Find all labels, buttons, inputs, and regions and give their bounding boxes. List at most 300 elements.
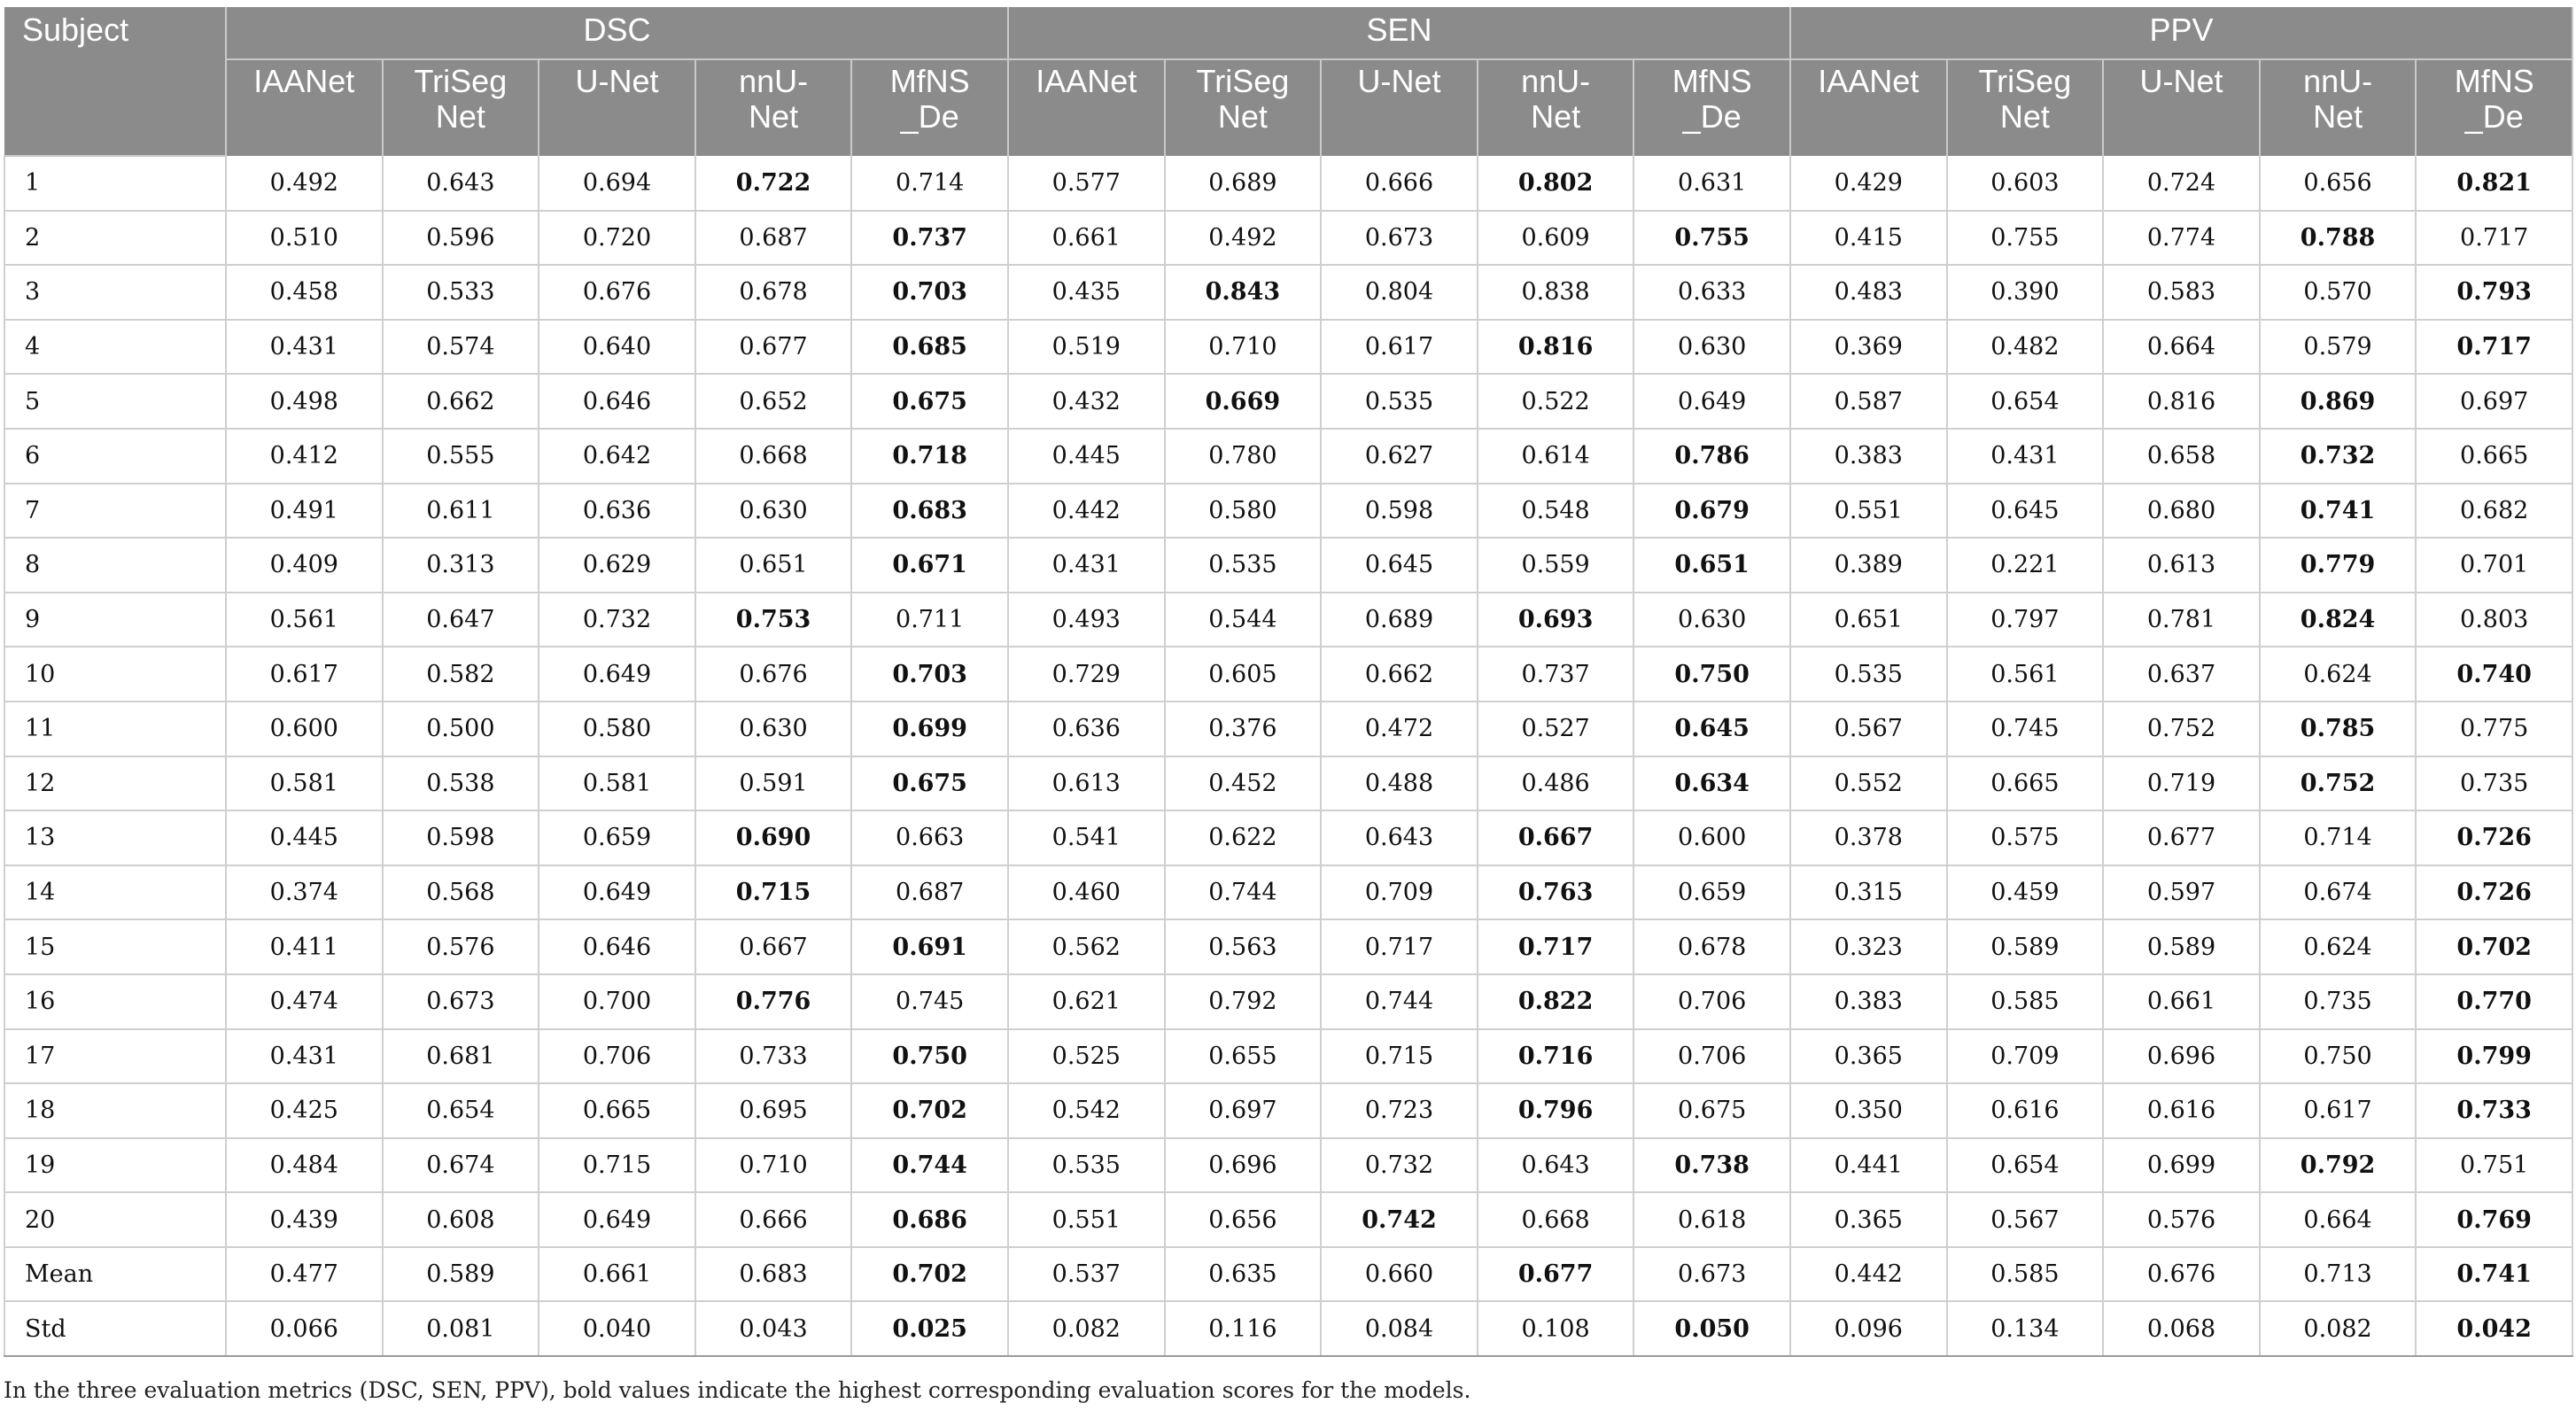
score-cell: 0.576: [383, 919, 539, 974]
score-cell: 0.598: [1321, 484, 1478, 539]
score-cell: 0.673: [1633, 1247, 1790, 1302]
score-cell: 0.662: [1321, 647, 1478, 702]
score-cell: 0.668: [1478, 1192, 1634, 1247]
score-cell: 0.577: [1008, 156, 1165, 211]
score-cell: 0.816: [2103, 374, 2260, 429]
model-column-header: MfNS _De: [2416, 59, 2572, 156]
score-cell: 0.618: [1633, 1192, 1790, 1247]
score-cell: 0.711: [851, 593, 1008, 647]
score-cell: 0.732: [539, 593, 695, 647]
score-cell: 0.654: [1947, 374, 2104, 429]
score-cell: 0.637: [2103, 647, 2260, 702]
score-cell: 0.415: [1790, 211, 1947, 266]
score-cell: 0.442: [1008, 484, 1165, 539]
table-row: [4, 156, 2572, 211]
score-cell: 0.587: [1790, 374, 1947, 429]
score-cell: 0.724: [2103, 156, 2260, 211]
score-cell: 0.082: [1008, 1301, 1165, 1356]
score-cell: 0.535: [1008, 1138, 1165, 1193]
score-cell: 0.769: [2416, 1192, 2572, 1247]
table-body: [4, 156, 2572, 1356]
score-cell: 0.580: [1165, 484, 1322, 539]
score-cell: 0.622: [1165, 810, 1322, 865]
table-row: [4, 1247, 2572, 1302]
score-cell: 0.617: [1321, 320, 1478, 375]
score-cell: 0.776: [695, 974, 852, 1029]
score-cell: 0.674: [383, 1138, 539, 1193]
score-cell: 0.583: [2103, 265, 2260, 320]
subject-cell: 13: [4, 810, 226, 865]
score-cell: 0.770: [2416, 974, 2572, 1029]
score-cell: 0.647: [383, 593, 539, 647]
table-row: [4, 1083, 2572, 1138]
table-row: [4, 211, 2572, 266]
score-cell: 0.715: [1321, 1029, 1478, 1084]
score-cell: 0.737: [851, 211, 1008, 266]
score-cell: 0.693: [1478, 593, 1634, 647]
score-cell: 0.663: [851, 810, 1008, 865]
score-cell: 0.429: [1790, 156, 1947, 211]
score-cell: 0.737: [1478, 647, 1634, 702]
table-row: [4, 484, 2572, 539]
table-row: [4, 593, 2572, 647]
model-column-header: nnU- Net: [1478, 59, 1634, 156]
score-cell: 0.683: [851, 484, 1008, 539]
table-row: [4, 320, 2572, 375]
score-cell: 0.630: [695, 702, 852, 756]
score-cell: 0.482: [1947, 320, 2104, 375]
score-cell: 0.659: [539, 810, 695, 865]
score-cell: 0.750: [2260, 1029, 2417, 1084]
score-cell: 0.744: [1321, 974, 1478, 1029]
score-cell: 0.745: [851, 974, 1008, 1029]
score-cell: 0.570: [2260, 265, 2417, 320]
score-cell: 0.661: [2103, 974, 2260, 1029]
score-cell: 0.548: [1478, 484, 1634, 539]
subject-cell: 17: [4, 1029, 226, 1084]
score-cell: 0.412: [226, 429, 383, 484]
model-column-header: U-Net: [2103, 59, 2260, 156]
score-cell: 0.585: [1947, 974, 2104, 1029]
table-row: [4, 1301, 2572, 1356]
model-column-header: IAANet: [226, 59, 383, 156]
score-cell: 0.671: [851, 538, 1008, 593]
subject-cell: 1: [4, 156, 226, 211]
score-cell: 0.492: [1165, 211, 1322, 266]
score-cell: 0.710: [695, 1138, 852, 1193]
score-cell: 0.374: [226, 865, 383, 920]
score-cell: 0.703: [851, 647, 1008, 702]
score-cell: 0.624: [2260, 919, 2417, 974]
score-cell: 0.792: [1165, 974, 1322, 1029]
score-cell: 0.690: [695, 810, 852, 865]
score-cell: 0.597: [2103, 865, 2260, 920]
score-cell: 0.775: [2416, 702, 2572, 756]
score-cell: 0.661: [539, 1247, 695, 1302]
score-cell: 0.411: [226, 919, 383, 974]
score-cell: 0.627: [1321, 429, 1478, 484]
score-cell: 0.425: [226, 1083, 383, 1138]
score-cell: 0.439: [226, 1192, 383, 1247]
score-cell: 0.084: [1321, 1301, 1478, 1356]
score-cell: 0.869: [2260, 374, 2417, 429]
score-cell: 0.729: [1008, 647, 1165, 702]
score-cell: 0.040: [539, 1301, 695, 1356]
score-cell: 0.600: [226, 702, 383, 756]
subject-cell: 2: [4, 211, 226, 266]
score-cell: 0.675: [1633, 1083, 1790, 1138]
results-table: [4, 7, 2573, 1357]
score-cell: 0.673: [383, 974, 539, 1029]
score-cell: 0.551: [1008, 1192, 1165, 1247]
score-cell: 0.376: [1165, 702, 1322, 756]
score-cell: 0.630: [1633, 593, 1790, 647]
score-cell: 0.579: [2260, 320, 2417, 375]
model-column-header: nnU- Net: [2260, 59, 2417, 156]
score-cell: 0.779: [2260, 538, 2417, 593]
score-cell: 0.741: [2260, 484, 2417, 539]
score-cell: 0.383: [1790, 974, 1947, 1029]
score-cell: 0.732: [1321, 1138, 1478, 1193]
subject-cell: 7: [4, 484, 226, 539]
table-row: [4, 265, 2572, 320]
score-cell: 0.706: [1633, 974, 1790, 1029]
score-cell: 0.581: [539, 756, 695, 811]
score-cell: 0.751: [2416, 1138, 2572, 1193]
score-cell: 0.561: [1947, 647, 2104, 702]
score-cell: 0.563: [1165, 919, 1322, 974]
score-cell: 0.678: [695, 265, 852, 320]
score-cell: 0.723: [1321, 1083, 1478, 1138]
score-cell: 0.603: [1947, 156, 2104, 211]
score-cell: 0.742: [1321, 1192, 1478, 1247]
subject-cell: 12: [4, 756, 226, 811]
score-cell: 0.785: [2260, 702, 2417, 756]
score-cell: 0.666: [695, 1192, 852, 1247]
model-column-header: IAANet: [1790, 59, 1947, 156]
score-cell: 0.685: [851, 320, 1008, 375]
score-cell: 0.567: [1790, 702, 1947, 756]
score-cell: 0.483: [1790, 265, 1947, 320]
score-cell: 0.561: [226, 593, 383, 647]
score-cell: 0.755: [1633, 211, 1790, 266]
score-cell: 0.664: [2103, 320, 2260, 375]
score-cell: 0.486: [1478, 756, 1634, 811]
subject-column-header: Subject: [4, 7, 226, 156]
subject-cell: 4: [4, 320, 226, 375]
score-cell: 0.799: [2416, 1029, 2572, 1084]
score-cell: 0.538: [383, 756, 539, 811]
score-cell: 0.431: [226, 320, 383, 375]
score-cell: 0.108: [1478, 1301, 1634, 1356]
score-cell: 0.655: [1165, 1029, 1322, 1084]
score-cell: 0.645: [1321, 538, 1478, 593]
score-cell: 0.687: [695, 211, 852, 266]
score-cell: 0.656: [1165, 1192, 1322, 1247]
score-cell: 0.706: [539, 1029, 695, 1084]
score-cell: 0.527: [1478, 702, 1634, 756]
score-cell: 0.752: [2260, 756, 2417, 811]
score-cell: 0.689: [1165, 156, 1322, 211]
score-cell: 0.676: [695, 647, 852, 702]
score-cell: 0.677: [695, 320, 852, 375]
score-cell: 0.659: [1633, 865, 1790, 920]
score-cell: 0.667: [695, 919, 852, 974]
score-cell: 0.646: [539, 919, 695, 974]
score-cell: 0.797: [1947, 593, 2104, 647]
score-cell: 0.738: [1633, 1138, 1790, 1193]
score-cell: 0.541: [1008, 810, 1165, 865]
score-cell: 0.695: [695, 1083, 852, 1138]
score-cell: 0.649: [1633, 374, 1790, 429]
table-row: [4, 647, 2572, 702]
score-cell: 0.488: [1321, 756, 1478, 811]
score-cell: 0.702: [851, 1247, 1008, 1302]
score-cell: 0.551: [1790, 484, 1947, 539]
score-cell: 0.681: [383, 1029, 539, 1084]
score-cell: 0.522: [1478, 374, 1634, 429]
score-cell: 0.621: [1008, 974, 1165, 1029]
score-cell: 0.741: [2416, 1247, 2572, 1302]
score-cell: 0.580: [539, 702, 695, 756]
subject-cell: 6: [4, 429, 226, 484]
score-cell: 0.821: [2416, 156, 2572, 211]
score-cell: 0.068: [2103, 1301, 2260, 1356]
score-cell: 0.432: [1008, 374, 1165, 429]
table-row: [4, 1138, 2572, 1193]
table-row: [4, 374, 2572, 429]
subject-cell: 16: [4, 974, 226, 1029]
score-cell: 0.042: [2416, 1301, 2572, 1356]
score-cell: 0.654: [1947, 1138, 2104, 1193]
subject-cell: 9: [4, 593, 226, 647]
score-cell: 0.675: [851, 374, 1008, 429]
subject-cell: 14: [4, 865, 226, 920]
score-cell: 0.822: [1478, 974, 1634, 1029]
score-cell: 0.666: [1321, 156, 1478, 211]
score-cell: 0.678: [1633, 919, 1790, 974]
score-cell: 0.608: [383, 1192, 539, 1247]
score-cell: 0.441: [1790, 1138, 1947, 1193]
score-cell: 0.642: [539, 429, 695, 484]
score-cell: 0.460: [1008, 865, 1165, 920]
model-column-header: U-Net: [1321, 59, 1478, 156]
score-cell: 0.582: [383, 647, 539, 702]
table-row: [4, 429, 2572, 484]
score-cell: 0.733: [695, 1029, 852, 1084]
score-cell: 0.658: [2103, 429, 2260, 484]
subject-cell: 5: [4, 374, 226, 429]
score-cell: 0.804: [1321, 265, 1478, 320]
score-cell: 0.519: [1008, 320, 1165, 375]
score-cell: 0.431: [1008, 538, 1165, 593]
score-cell: 0.634: [1633, 756, 1790, 811]
score-cell: 0.792: [2260, 1138, 2417, 1193]
score-cell: 0.667: [1478, 810, 1634, 865]
score-cell: 0.082: [2260, 1301, 2417, 1356]
score-cell: 0.445: [1008, 429, 1165, 484]
score-cell: 0.575: [1947, 810, 2104, 865]
score-cell: 0.687: [851, 865, 1008, 920]
score-cell: 0.669: [1165, 374, 1322, 429]
score-cell: 0.735: [2416, 756, 2572, 811]
score-cell: 0.652: [695, 374, 852, 429]
score-cell: 0.709: [1321, 865, 1478, 920]
score-cell: 0.635: [1165, 1247, 1322, 1302]
score-cell: 0.714: [2260, 810, 2417, 865]
subject-cell: 3: [4, 265, 226, 320]
score-cell: 0.732: [2260, 429, 2417, 484]
score-cell: 0.717: [1321, 919, 1478, 974]
model-column-header: TriSeg Net: [383, 59, 539, 156]
score-cell: 0.537: [1008, 1247, 1165, 1302]
model-column-header: nnU- Net: [695, 59, 852, 156]
score-cell: 0.600: [1633, 810, 1790, 865]
score-cell: 0.315: [1790, 865, 1947, 920]
score-cell: 0.598: [383, 810, 539, 865]
score-cell: 0.674: [2260, 865, 2417, 920]
score-cell: 0.694: [539, 156, 695, 211]
score-cell: 0.744: [851, 1138, 1008, 1193]
score-cell: 0.733: [2416, 1083, 2572, 1138]
score-cell: 0.477: [226, 1247, 383, 1302]
score-cell: 0.710: [1165, 320, 1322, 375]
score-cell: 0.702: [851, 1083, 1008, 1138]
score-cell: 0.614: [1478, 429, 1634, 484]
score-cell: 0.715: [695, 865, 852, 920]
score-cell: 0.649: [539, 647, 695, 702]
score-cell: 0.533: [383, 265, 539, 320]
score-cell: 0.726: [2416, 865, 2572, 920]
score-cell: 0.645: [1633, 702, 1790, 756]
score-cell: 0.654: [383, 1083, 539, 1138]
score-cell: 0.643: [383, 156, 539, 211]
score-cell: 0.409: [226, 538, 383, 593]
score-cell: 0.649: [539, 1192, 695, 1247]
score-cell: 0.763: [1478, 865, 1634, 920]
score-cell: 0.535: [1790, 647, 1947, 702]
score-cell: 0.649: [539, 865, 695, 920]
score-cell: 0.631: [1633, 156, 1790, 211]
score-cell: 0.713: [2260, 1247, 2417, 1302]
score-cell: 0.629: [539, 538, 695, 593]
score-cell: 0.535: [1165, 538, 1322, 593]
score-cell: 0.617: [2260, 1083, 2417, 1138]
score-cell: 0.786: [1633, 429, 1790, 484]
score-cell: 0.559: [1478, 538, 1634, 593]
score-cell: 0.378: [1790, 810, 1947, 865]
score-cell: 0.716: [1478, 1029, 1634, 1084]
score-cell: 0.611: [383, 484, 539, 539]
score-cell: 0.435: [1008, 265, 1165, 320]
score-cell: 0.796: [1478, 1083, 1634, 1138]
score-cell: 0.662: [383, 374, 539, 429]
score-cell: 0.544: [1165, 593, 1322, 647]
score-cell: 0.781: [2103, 593, 2260, 647]
score-cell: 0.555: [383, 429, 539, 484]
score-cell: 0.535: [1321, 374, 1478, 429]
score-cell: 0.706: [1633, 1029, 1790, 1084]
score-cell: 0.696: [2103, 1029, 2260, 1084]
score-cell: 0.651: [1790, 593, 1947, 647]
score-cell: 0.134: [1947, 1301, 2104, 1356]
subject-cell: 18: [4, 1083, 226, 1138]
score-cell: 0.613: [1008, 756, 1165, 811]
subject-cell: 15: [4, 919, 226, 974]
table-footnote: In the three evaluation metrics (DSC, SEN, PPV), bold values indicate the highest corresponding evaluation scores for the models.: [4, 1377, 1471, 1403]
score-cell: 0.365: [1790, 1192, 1947, 1247]
score-cell: 0.445: [226, 810, 383, 865]
score-cell: 0.636: [1008, 702, 1165, 756]
score-cell: 0.643: [1478, 1138, 1634, 1193]
score-cell: 0.646: [539, 374, 695, 429]
metric-group-header: SEN: [1008, 7, 1790, 59]
score-cell: 0.714: [851, 156, 1008, 211]
score-cell: 0.668: [695, 429, 852, 484]
score-cell: 0.677: [2103, 810, 2260, 865]
score-cell: 0.793: [2416, 265, 2572, 320]
score-cell: 0.717: [2416, 320, 2572, 375]
score-cell: 0.116: [1165, 1301, 1322, 1356]
table-row: [4, 1029, 2572, 1084]
subject-cell: 19: [4, 1138, 226, 1193]
score-cell: 0.431: [1947, 429, 2104, 484]
score-cell: 0.824: [2260, 593, 2417, 647]
score-cell: 0.542: [1008, 1083, 1165, 1138]
score-cell: 0.740: [2416, 647, 2572, 702]
score-cell: 0.803: [2416, 593, 2572, 647]
metric-group-row: [4, 7, 2572, 59]
score-cell: 0.665: [2416, 429, 2572, 484]
score-cell: 0.589: [383, 1247, 539, 1302]
score-cell: 0.484: [226, 1138, 383, 1193]
score-cell: 0.589: [1947, 919, 2104, 974]
score-cell: 0.683: [695, 1247, 852, 1302]
score-cell: 0.389: [1790, 538, 1947, 593]
score-cell: 0.472: [1321, 702, 1478, 756]
score-cell: 0.431: [226, 1029, 383, 1084]
score-cell: 0.025: [851, 1301, 1008, 1356]
score-cell: 0.617: [226, 647, 383, 702]
subject-cell: Std: [4, 1301, 226, 1356]
score-cell: 0.665: [539, 1083, 695, 1138]
score-cell: 0.664: [2260, 1192, 2417, 1247]
score-cell: 0.589: [2103, 919, 2260, 974]
score-cell: 0.581: [226, 756, 383, 811]
score-cell: 0.816: [1478, 320, 1634, 375]
score-cell: 0.442: [1790, 1247, 1947, 1302]
score-cell: 0.709: [1947, 1029, 2104, 1084]
score-cell: 0.717: [1478, 919, 1634, 974]
score-cell: 0.675: [851, 756, 1008, 811]
score-cell: 0.221: [1947, 538, 2104, 593]
score-cell: 0.697: [1165, 1083, 1322, 1138]
score-cell: 0.066: [226, 1301, 383, 1356]
score-cell: 0.616: [2103, 1083, 2260, 1138]
score-cell: 0.510: [226, 211, 383, 266]
score-cell: 0.719: [2103, 756, 2260, 811]
score-cell: 0.703: [851, 265, 1008, 320]
score-cell: 0.081: [383, 1301, 539, 1356]
score-cell: 0.665: [1947, 756, 2104, 811]
score-cell: 0.745: [1947, 702, 2104, 756]
table-row: [4, 702, 2572, 756]
subject-cell: 11: [4, 702, 226, 756]
score-cell: 0.624: [2260, 647, 2417, 702]
score-cell: 0.492: [226, 156, 383, 211]
score-cell: 0.680: [2103, 484, 2260, 539]
score-cell: 0.390: [1947, 265, 2104, 320]
